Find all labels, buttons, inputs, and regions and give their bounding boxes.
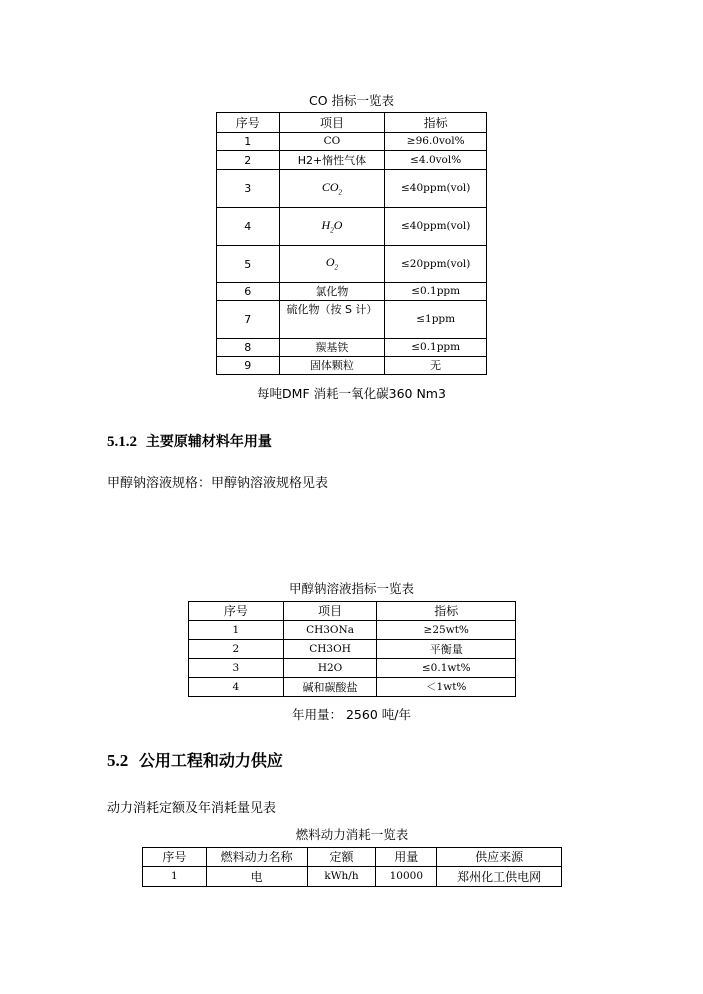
spec-cell: ≤0.1ppm: [385, 283, 487, 301]
sodium-methoxide-spec-table: [188, 601, 516, 697]
section-52-text: 动力消耗定额及年消耗量见表: [107, 801, 277, 816]
table-row: [189, 640, 516, 659]
header-cell: 指标: [377, 602, 516, 621]
row-number: 6: [217, 283, 280, 301]
table-row: [143, 867, 562, 887]
item-cell: [279, 246, 385, 283]
spec-cell: ≤40ppm(vol): [385, 170, 487, 208]
item-cell: [279, 208, 385, 246]
section-heading-512: [107, 431, 272, 451]
header-cell: 项目: [283, 602, 377, 621]
table-row: [217, 246, 487, 283]
section-heading-52: [107, 748, 283, 771]
row-number: 5: [217, 246, 280, 283]
header-cell: 供应来源: [437, 848, 562, 867]
table-row: [189, 621, 516, 640]
item-cell: CH3OH: [283, 640, 377, 659]
table-row: [217, 170, 487, 208]
quota-cell: kWh/h: [307, 867, 376, 887]
item-cell: H2O: [283, 659, 377, 678]
formula-tail: O: [333, 217, 343, 232]
table-header-row: [217, 113, 487, 133]
row-number: 1: [189, 621, 284, 640]
table1-caption: CO 指标一览表: [308, 93, 395, 108]
fuel-power-consumption-table: [142, 847, 562, 887]
row-number: 4: [217, 208, 280, 246]
header-cell: 项目: [279, 113, 385, 133]
row-number: 9: [217, 357, 280, 375]
table3-caption: 燃料动力消耗一览表: [295, 827, 409, 842]
item-cell: 氯化物: [279, 283, 385, 301]
header-cell: 指标: [385, 113, 487, 133]
table2-note: 年用量： 2560 吨/年: [292, 707, 411, 722]
formula-subscript: 2: [330, 226, 334, 235]
section-number: 5.1.2: [107, 434, 137, 450]
formula-subscript: 2: [334, 263, 339, 272]
table-row: [217, 208, 487, 246]
table-header-row: [189, 602, 516, 621]
item-cell: CH3ONa: [283, 621, 377, 640]
formula-base: CO: [321, 179, 339, 194]
row-number: 3: [189, 659, 284, 678]
formula-subscript: 2: [338, 188, 343, 197]
formula-base: H: [321, 217, 331, 232]
item-cell: 硫化物（按 S 计）: [279, 301, 385, 339]
table-row: [217, 283, 487, 301]
header-cell: 序号: [217, 113, 280, 133]
spec-cell: ≤4.0vol%: [385, 151, 487, 170]
name-cell: 电: [206, 867, 307, 887]
table1-note: 每吨DMF 消耗一氧化碳360 Nm3: [257, 386, 446, 401]
table-row: [189, 659, 516, 678]
row-number: 1: [143, 867, 207, 887]
spec-cell: ≤1ppm: [385, 301, 487, 339]
table-header-row: [143, 848, 562, 867]
item-cell: CO: [279, 133, 385, 151]
table2-caption: 甲醇钠溶液指标一览表: [288, 581, 414, 596]
table-row: [217, 133, 487, 151]
table-row: [217, 301, 487, 339]
row-number: 8: [217, 339, 280, 357]
spec-cell: ≤20ppm(vol): [385, 246, 487, 283]
spec-cell: ≥96.0vol%: [385, 133, 487, 151]
section-number: 5.2: [107, 751, 129, 770]
section-title: 主要原辅材料年用量: [145, 434, 272, 450]
spec-cell: ＜1wt%: [377, 678, 516, 697]
row-number: 4: [189, 678, 284, 697]
row-number: 7: [217, 301, 280, 339]
row-number: 2: [217, 151, 280, 170]
table-row: [217, 339, 487, 357]
section-title: 公用工程和动力供应: [138, 751, 283, 770]
spec-cell: ≥25wt%: [377, 621, 516, 640]
spec-cell: 无: [385, 357, 487, 375]
item-cell: 固体颗粒: [279, 357, 385, 375]
row-number: 1: [217, 133, 280, 151]
amount-cell: 10000: [376, 867, 437, 887]
item-cell: 碱和碳酸盐: [283, 678, 377, 697]
item-cell: [279, 170, 385, 208]
table-row: [189, 678, 516, 697]
header-cell: 序号: [143, 848, 207, 867]
row-number: 3: [217, 170, 280, 208]
formula-base: O: [325, 255, 335, 270]
header-cell: 序号: [189, 602, 284, 621]
item-cell: 羰基铁: [279, 339, 385, 357]
row-number: 2: [189, 640, 284, 659]
header-cell: 用量: [376, 848, 437, 867]
co-spec-table: [216, 112, 487, 375]
source-cell: 郑州化工供电网: [437, 867, 562, 887]
spec-cell: ≤0.1ppm: [385, 339, 487, 357]
spec-cell: ≤40ppm(vol): [385, 208, 487, 246]
table-row: [217, 357, 487, 375]
header-cell: 定额: [307, 848, 376, 867]
item-cell: H2+惰性气体: [279, 151, 385, 170]
header-cell: 燃料动力名称: [206, 848, 307, 867]
spec-cell: 平衡量: [377, 640, 516, 659]
table-row: [217, 151, 487, 170]
section-512-text: 甲醇钠溶液规格：甲醇钠溶液规格见表: [107, 476, 329, 491]
spec-cell: ≤0.1wt%: [377, 659, 516, 678]
